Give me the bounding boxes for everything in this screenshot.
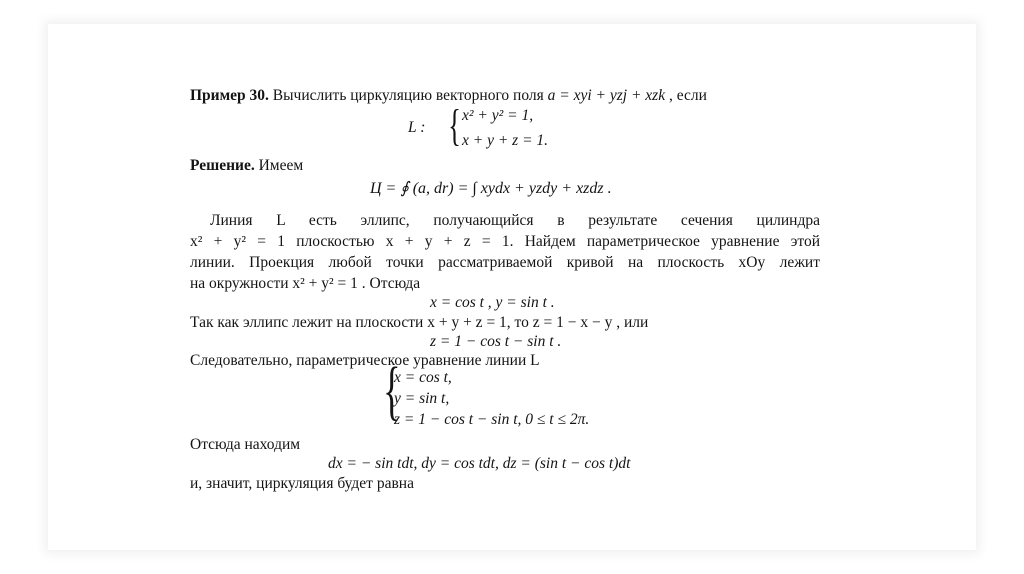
para3: Следовательно, параметрическое уравнение линии L <box>190 352 540 369</box>
param-system-brace: { <box>383 354 401 427</box>
circulation-formula: Ц = ∮ (a, dr) = ∫ xydx + yzdy + xzdz . <box>370 180 612 197</box>
para1-line2: x² + y² = 1 плоскостью x + y + z = 1. Найдем параметрическое уравнение этой <box>190 233 820 250</box>
param-equation: x = cos t , y = sin t . <box>430 294 555 311</box>
system-l-eq1: x² + y² = 1, <box>462 107 534 124</box>
param-system-eq3: z = 1 − cos t − sin t, 0 ≤ t ≤ 2π. <box>394 411 590 428</box>
para5: и, значит, циркуляция будет равна <box>190 475 414 492</box>
vector-field: a = xyi + yzj + xzk <box>547 87 666 104</box>
para1-line1: Линия L есть эллипс, получающийся в результате сечения цилиндра <box>210 212 820 229</box>
solution-heading: Решение. <box>190 157 255 174</box>
para1-line3: линии. Проекция любой точки рассматриваемой кривой на плоскость xOy лежит <box>190 254 820 271</box>
example-text: Вычислить циркуляцию векторного поля <box>272 87 544 104</box>
z-equation: z = 1 − cos t − sin t . <box>430 333 562 350</box>
differential-equations: dx = − sin tdt, dy = cos tdt, dz = (sin t − cos t)dt <box>328 455 631 472</box>
system-l-brace: { <box>448 101 461 150</box>
para1-line4: на окружности x² + y² = 1 . Отсюда <box>190 275 421 292</box>
example-suffix: , если <box>668 87 707 104</box>
system-l-label: L : <box>408 119 426 136</box>
param-system-eq2: y = sin t, <box>394 390 450 407</box>
solution-text: Имеем <box>258 157 304 174</box>
para2: Так как эллипс лежит на плоскости x + y + z = 1, то z = 1 − x − y , или <box>190 314 649 331</box>
system-l-eq2: x + y + z = 1. <box>462 132 549 149</box>
example-heading: Пример 30. <box>190 87 269 104</box>
solution-line <box>190 158 303 174</box>
param-system-eq1: x = cos t, <box>394 369 452 386</box>
para4: Отсюда находим <box>190 436 301 453</box>
